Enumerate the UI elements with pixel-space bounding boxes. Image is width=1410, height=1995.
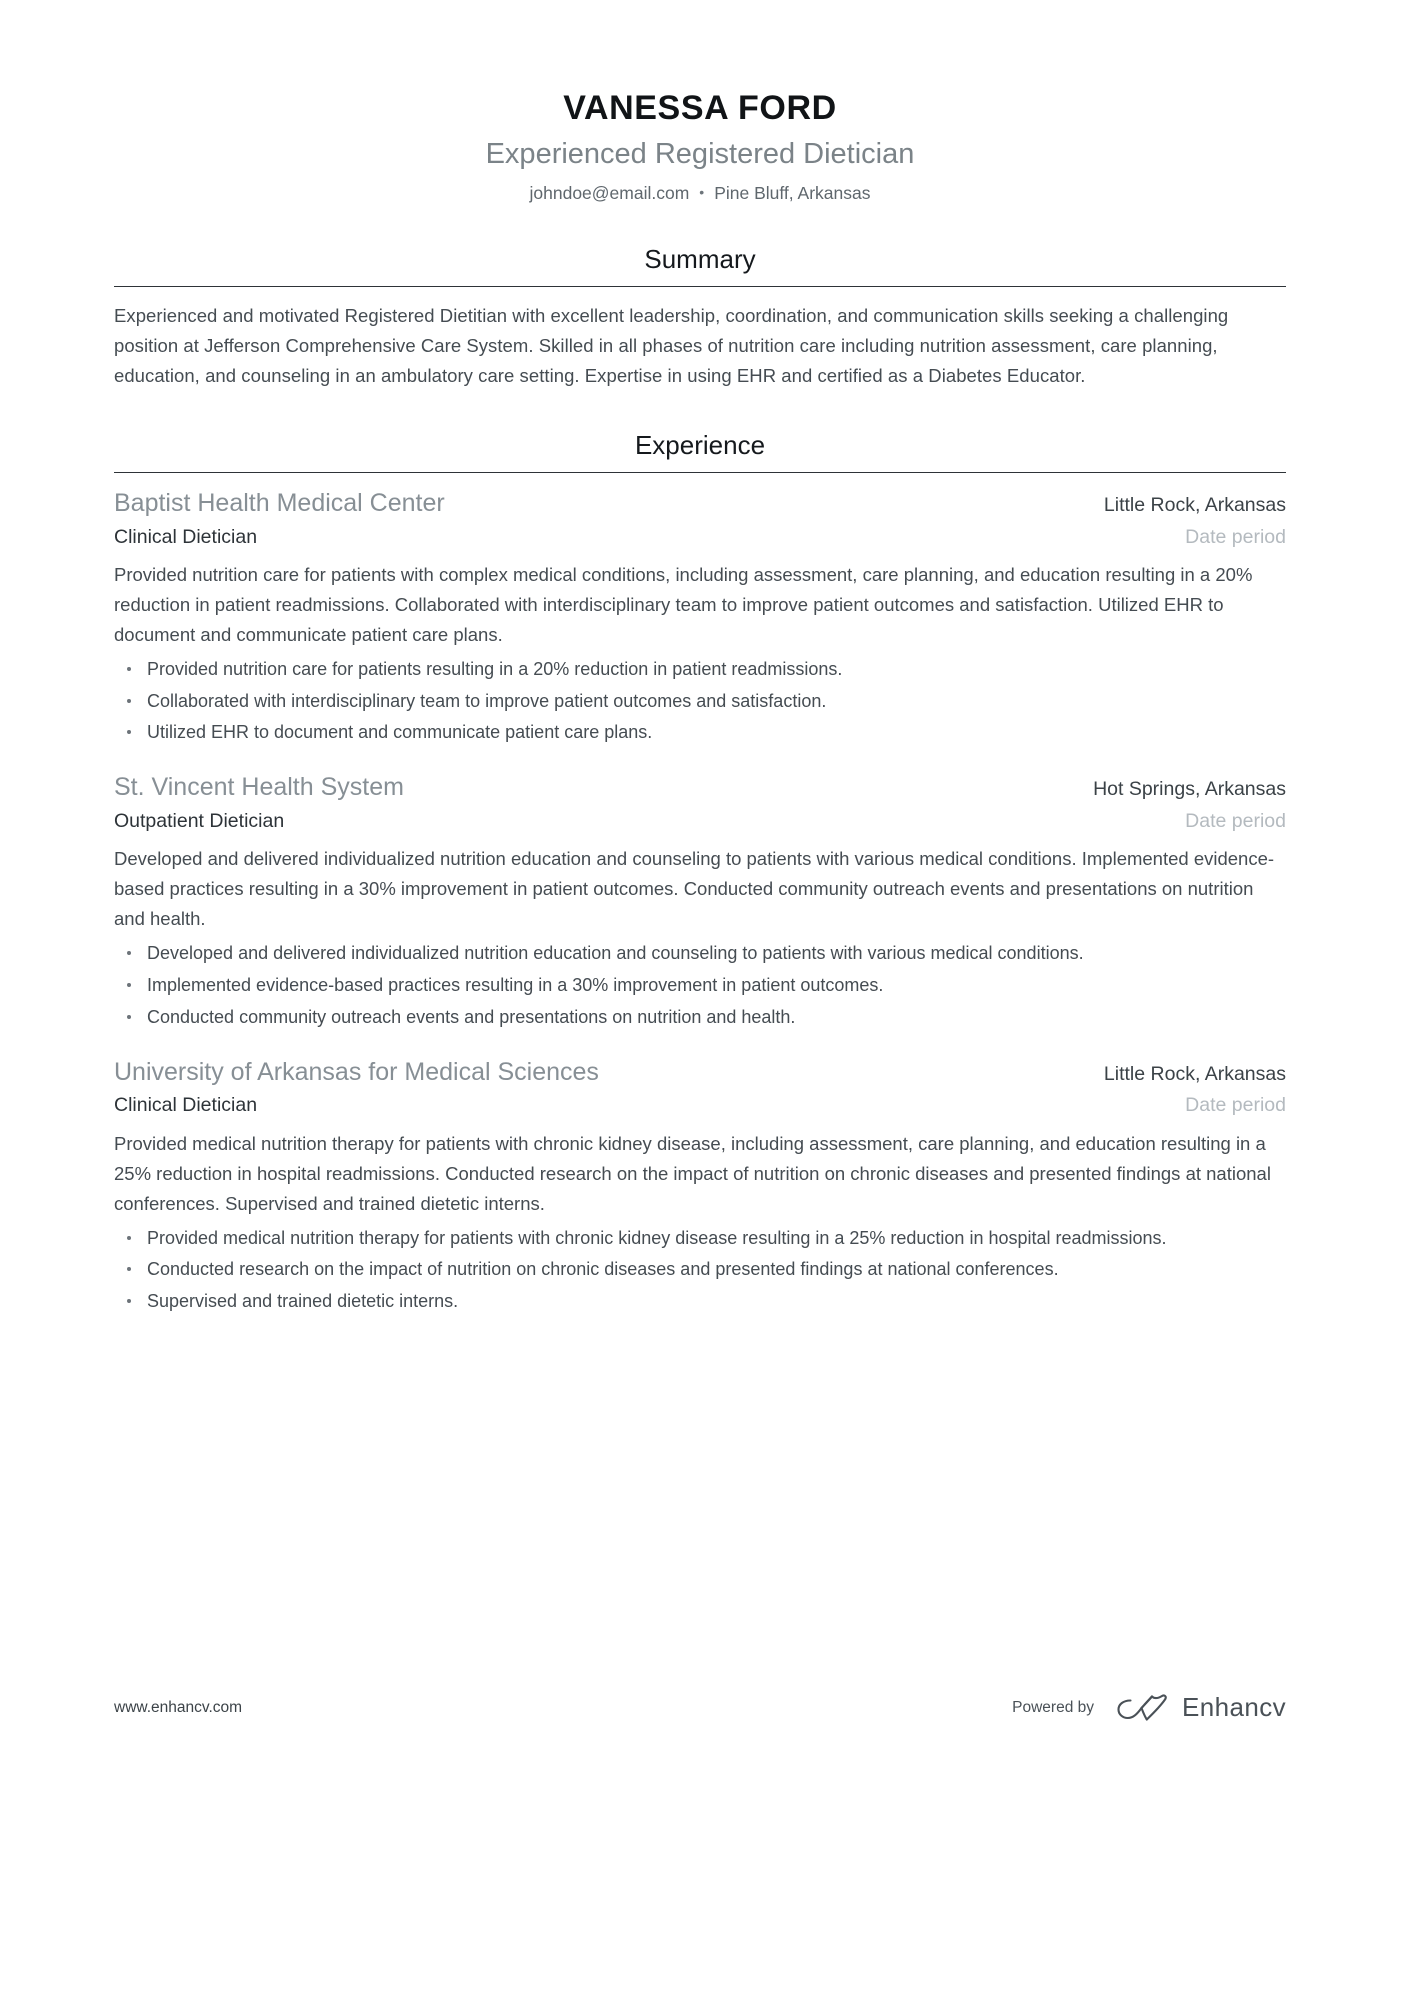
job-description: Developed and delivered individualized nutrition education and counseling to patients with various medical conditions. Implemented evidence-based practices resulting in a 30% improvement in patient outcomes. Conducted community outreach events and presentations on nutrition and health. <box>114 848 1275 930</box>
section-title-summary: Summary <box>644 244 756 275</box>
job-location: Little Rock, Arkansas <box>1103 1062 1286 1085</box>
job-role: Clinical Dietician <box>114 1094 258 1117</box>
job-bullet-list <box>114 1224 1286 1316</box>
experience-right-column <box>1093 776 1286 803</box>
contact-separator-icon: • <box>699 183 705 200</box>
experience-subheader-row <box>114 1089 1286 1119</box>
job-bullet-list <box>114 939 1286 1031</box>
summary-text: Experienced and motivated Registered Dietitian with excellent leadership, coordination, and communication skills seeking a challenging position at Jefferson Comprehensive Care System. Skilled in all phases of nutrition care including nutrition assessment, care planning, education, and counseling in an ambulatory care setting. Expertise in using EHR and certified as a Diabetes Educator. <box>114 305 1229 387</box>
job-description: Provided medical nutrition therapy for patients with chronic kidney disease, including assessment, care planning, and education resulting in a 25% reduction in hospital readmissions. Conducted research on the impact of nutrition on chronic diseases and presented findings at national conferences. Supervised and trained dietetic interns. <box>114 1132 1271 1214</box>
experience-right-column <box>1185 521 1286 551</box>
job-description: Provided nutrition care for patients with complex medical conditions, including assessment, care planning, and education resulting in a 20% reduction in patient readmissions. Collaborated with interdisciplinary team to improve patient outcomes and satisfaction. Utilized EHR to document and communicate patient care plans. <box>114 563 1253 645</box>
section-summary <box>114 243 1286 391</box>
candidate-name: VANESSA FORD <box>563 89 837 127</box>
experience-entry <box>114 1056 1286 1316</box>
list-item: Provided nutrition care for patients resulting in a 20% reduction in patient readmissions. <box>114 655 1286 684</box>
page-footer <box>114 1692 1286 1723</box>
list-item: Supervised and trained dietetic interns. <box>114 1287 1286 1316</box>
enhancv-brand-name: Enhancv <box>1182 1692 1286 1722</box>
experience-entry <box>114 771 1286 1031</box>
job-bullet-list <box>114 655 1286 747</box>
experience-right-column <box>1104 492 1286 519</box>
list-item: Collaborated with interdisciplinary team to improve patient outcomes and satisfaction. <box>114 687 1286 716</box>
job-role: Outpatient Dietician <box>114 810 285 833</box>
resume-content <box>114 0 1286 1340</box>
experience-header-row <box>114 487 1286 521</box>
experience-header-row <box>114 771 1286 805</box>
experience-subheader-row <box>114 521 1286 551</box>
summary-body <box>114 287 1286 391</box>
section-title-experience: Experience <box>634 430 766 461</box>
job-role: Clinical Dietician <box>114 525 258 548</box>
experience-left-column <box>114 805 1185 835</box>
footer-website-url[interactable]: www.enhancv.com <box>114 1698 243 1716</box>
section-experience <box>114 429 1286 1316</box>
experience-body <box>114 473 1286 1316</box>
job-location: Hot Springs, Arkansas <box>1093 778 1286 801</box>
contact-location: Pine Bluff, Arkansas <box>714 182 871 203</box>
experience-left-column <box>114 1089 1185 1119</box>
company-name: St. Vincent Health System <box>114 773 404 802</box>
experience-right-column <box>1185 1089 1286 1119</box>
resume-header <box>114 0 1286 205</box>
list-item: Implemented evidence-based practices resulting in a 30% improvement in patient outcomes. <box>114 971 1286 1000</box>
experience-header-row <box>114 1056 1286 1090</box>
list-item: Provided medical nutrition therapy for patients with chronic kidney disease resulting in a 25% reduction in hospital readmissions. <box>114 1224 1286 1253</box>
job-date-period: Date period <box>1185 1094 1286 1117</box>
list-item: Developed and delivered individualized nutrition education and counseling to patients with various medical conditions. <box>114 939 1286 968</box>
experience-left-column <box>114 1056 1104 1090</box>
job-location: Little Rock, Arkansas <box>1103 493 1286 516</box>
experience-right-column <box>1104 1061 1286 1088</box>
experience-entry <box>114 487 1286 747</box>
footer-brand-group <box>1012 1692 1286 1723</box>
job-date-period: Date period <box>1185 525 1286 548</box>
contact-row <box>114 181 1286 206</box>
powered-by-label: Powered by <box>1012 1698 1095 1716</box>
list-item: Conducted community outreach events and presentations on nutrition and health. <box>114 1003 1286 1032</box>
candidate-job-title: Experienced Registered Dietician <box>485 137 915 170</box>
experience-left-column <box>114 771 1093 805</box>
experience-left-column <box>114 487 1104 521</box>
experience-subheader-row <box>114 805 1286 835</box>
job-date-period: Date period <box>1185 810 1286 833</box>
list-item: Conducted research on the impact of nutrition on chronic diseases and presented findings at national conferences. <box>114 1255 1286 1284</box>
company-name: University of Arkansas for Medical Sciences <box>114 1057 599 1086</box>
contact-email[interactable]: johndoe@email.com <box>529 182 690 203</box>
enhancv-logo-icon <box>1116 1693 1170 1723</box>
experience-right-column <box>1185 805 1286 835</box>
company-name: Baptist Health Medical Center <box>114 488 445 517</box>
list-item: Utilized EHR to document and communicate patient care plans. <box>114 718 1286 747</box>
experience-left-column <box>114 521 1185 551</box>
